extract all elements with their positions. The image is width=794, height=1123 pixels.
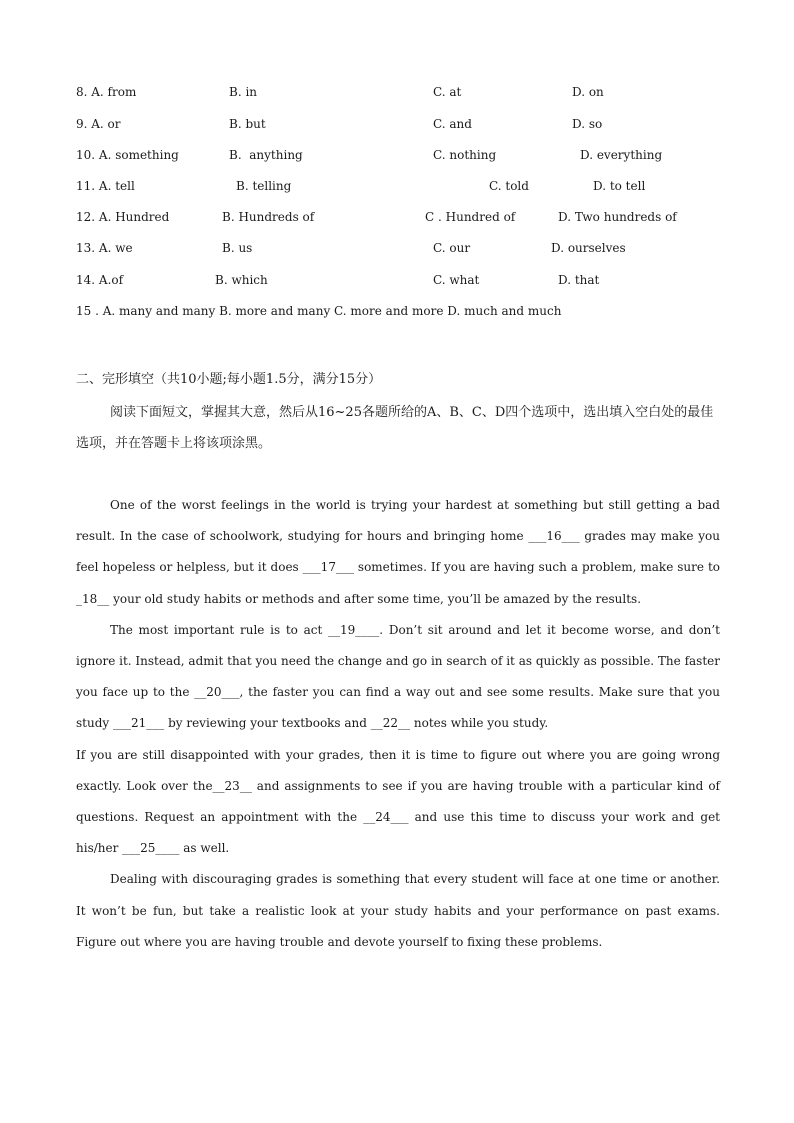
question-8-option-d: D. on [572,85,604,99]
question-10-option-b: B. anything [229,148,303,162]
question-12-option-a: 12. A. Hundred [76,210,170,224]
question-10-option-d: D. everything [580,148,663,162]
question-9-option-b: B. but [229,117,266,131]
question-12-option-c: C . Hundred of [425,210,516,224]
question-13-option-d: D. ourselves [551,241,626,255]
question-15: 15 . A. many and many B. more and many C. more and more D. much and much [76,304,562,318]
question-11-option-b: B. telling [236,179,292,193]
passage-paragraph-3: If you are still disappointed with your grades, then it is time to figure out where you are going wrong exactly. Look over the__23__ and assignments to see if you are having trouble with a particular kind of questions. Request an appointment with the __24___ and use this time to discuss your work and get his/her ___25____ as well. [76,747,720,856]
passage-paragraph-1: One of the worst feelings in the world is trying your hardest at something but still getting a bad result. In the case of schoolwork, studying for hours and bringing home ___16___ grades may make you feel hopeless or helpless, but it does ___17___ sometimes. If you are having such a problem, make sure to _18__ your old study habits or methods and after some time, you’ll be amazed by the results. [76,498,720,606]
section-heading: 二、完形填空（共10小题;每小题1.5分，满分15分） [76,372,382,387]
question-14-option-b: B. which [215,273,268,287]
question-9-option-a: 9. A. or [76,117,121,131]
question-10-option-a: 10. A. something [76,148,179,162]
question-14-option-c: C. what [433,273,480,287]
instructions [76,397,720,459]
question-11-option-d: D. to tell [593,179,646,193]
question-11-option-a: 11. A. tell [76,179,135,193]
question-14-option-d: D. that [558,273,600,287]
question-8-option-b: B. in [229,85,258,99]
question-13-option-b: B. us [222,241,253,255]
question-11-option-c: C. told [489,179,529,193]
question-8-option-a: 8. A. from [76,85,137,99]
question-8-option-c: C. at [433,85,462,99]
question-14-option-a: 14. A.of [76,273,124,287]
question-12-option-d: D. Two hundreds of [558,210,677,224]
passage-paragraph-2: The most important rule is to act __19____. Don’t sit around and let it become worse, and don’t ignore it. Instead, admit that you need the change and go in search of it as quickly as possible. The faster you face up to the __20___, the faster you can find a way out and see some results. Make sure that you study ___21___ by reviewing your textbooks and __22__ notes while you study. [76,622,720,731]
passage-paragraph-4: Dealing with discouraging grades is something that every student will face at one time or another. It won’t be fun, but take a realistic look at your study habits and your performance on past exams. Figure out where you are having trouble and devote yourself to fixing these problems. [76,872,720,949]
question-12-option-b: B. Hundreds of [222,210,315,224]
question-10-option-c: C. nothing [433,148,497,162]
question-9-option-c: C. and [433,117,472,131]
instructions-text: 阅读下面短文，掌握其大意，然后从16~25各题所给的A、B、C、D四个选项中，选出填入空白处的最佳选项，并在答题卡上将该项涂黑。 [76,405,714,451]
question-13-option-a: 13. A. we [76,241,133,255]
passage [76,490,720,958]
question-9-option-d: D. so [572,117,603,131]
question-13-option-c: C. our [433,241,471,255]
